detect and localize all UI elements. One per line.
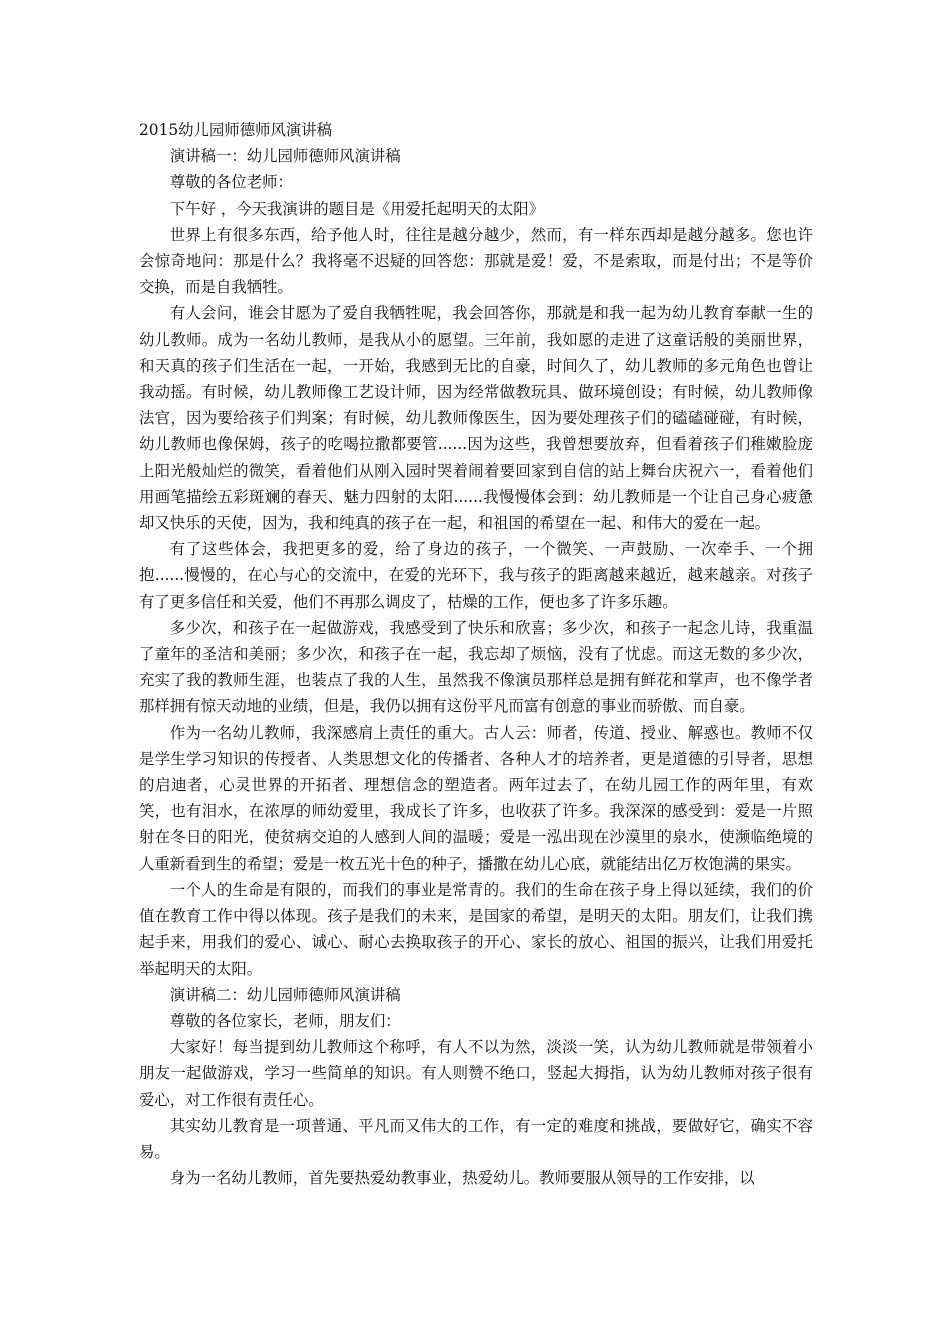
speech-one-greeting: 下午好 ，今天我演讲的题目是《用爱托起明天的太阳》 xyxy=(169,199,545,218)
speech-one-heading: 演讲稿一：幼儿园师德师风演讲稿 xyxy=(169,147,401,166)
speech-two-salutation: 尊敬的各位家长，老师，朋友们： xyxy=(169,1011,401,1030)
body-paragraph: 多少次，和孩子在一起做游戏，我感受到了快乐和欣喜；多少次，和孩子一起念儿诗，我重温了童年的圣洁和美丽；多少次，和孩子在一起，我忘却了烦恼，没有了忧虑。而这无数的多少次，充实了我的教师生涯，也装点了我的人生，虽然我不像演员那样总是拥有鲜花和掌声，也不像学者那样拥有惊天动地的业绩，但是，我仍以拥有这份平凡而富有创意的事业而骄傲、而自豪。 xyxy=(139,618,813,716)
body-paragraph: 世界上有很多东西，给予他人时，往往是越分越少，然而，有一样东西却是越分越多。您也许会惊奇地问：那是什么？我将毫不迟疑的回答您：那就是爱！爱，不是索取，而是付出；不是等价交换，而是自我牺牲。 xyxy=(139,225,813,297)
body-paragraph: 有了这些体会，我把更多的爱，给了身边的孩子，一个微笑、一声鼓励、一次牵手、一个拥抱......慢慢的，在心与心的交流中，在爱的光环下，我与孩子的距离越来越近，越来越亲。对孩子有了更多信任和关爱，他们不再那么调皮了，枯燥的工作，便也多了许多乐趣。 xyxy=(139,540,813,611)
speech-one-salutation: 尊敬的各位老师： xyxy=(169,173,293,192)
body-paragraph: 一个人的生命是有限的，而我们的事业是常青的。我们的生命在孩子身上得以延续，我们的价值在教育工作中得以体现。孩子是我们的未来，是国家的希望，是明天的太阳。朋友们，让我们携起手来，用我们的爱心、诚心、耐心去换取孩子的开心、家长的放心、祖国的振兴，让我们用爱托举起明天的太阳。 xyxy=(139,880,813,978)
body-paragraph: 其实幼儿教育是一项普通、平凡而又伟大的工作，有一定的难度和挑战，要做好它，确实不容易。 xyxy=(139,1116,813,1161)
document-body xyxy=(139,117,813,1191)
speech-two-heading: 演讲稿二：幼儿园师德师风演讲稿 xyxy=(169,985,401,1004)
body-paragraph: 有人会问，谁会甘愿为了爱自我牺牲呢，我会回答你，那就是和我一起为幼儿教育奉献一生的幼儿教师。成为一名幼儿教师，是我从小的愿望。三年前，我如愿的走进了这童话般的美丽世界，和天真的孩子们生活在一起，一开始，我感到无比的自豪，时间久了，幼儿教师的多元角色也曾让我动摇。有时候，幼儿教师像工艺设计师，因为经常做教玩具、做环境创设；有时候，幼儿教师像法官，因为要给孩子们判案；有时候，幼儿教师像医生，因为要处理孩子们的磕磕碰碰，有时候，幼儿教师也像保姆，孩子的吃喝拉撒都要管......因为这些，我曾想要放弃，但看着孩子们稚嫩脸庞上阳光般灿烂的微笑，看着他们从刚入园时哭着闹着要回家到自信的站上舞台庆祝六一，看着他们用画笔描绘五彩斑斓的春天、魅力四射的太阳......我慢慢体会到：幼儿教师是一个让自己身心疲惫却又快乐的天使，因为，我和纯真的孩子在一起，和祖国的希望在一起、和伟大的爱在一起。 xyxy=(139,304,813,533)
body-paragraph: 身为一名幼儿教师，首先要热爱幼教事业，热爱幼儿。教师要服从领导的工作安排，以 xyxy=(169,1169,755,1188)
body-paragraph: 大家好！每当提到幼儿教师这个称呼，有人不以为然，淡淡一笑，认为幼儿教师就是带领着小朋友一起做游戏，学习一些简单的知识。有人则赞不绝口，竖起大拇指，认为幼儿教师对孩子很有爱心，对工作很有责任心。 xyxy=(139,1038,813,1109)
document-title: 2015幼儿园师德师风演讲稿 xyxy=(139,121,333,139)
body-paragraph: 作为一名幼儿教师，我深感肩上责任的重大。古人云：师者，传道、授业、解惑也。教师不仅是学生学习知识的传授者、人类思想文化的传播者、各种人才的培养者，更是道德的引导者，思想的启迪者，心灵世界的开拓者、理想信念的塑造者。两年过去了，在幼儿园工作的两年里，有欢笑，也有泪水，在浓厚的师幼爱里，我成长了许多，也收获了许多。我深深的感受到：爱是一片照射在冬日的阳光，使贫病交迫的人感到人间的温暖；爱是一泓出现在沙漠里的泉水，使濒临绝境的人重新看到生的希望；爱是一枚五光十色的种子，播撒在幼儿心底，就能结出亿万枚饱满的果实。 xyxy=(139,723,813,873)
